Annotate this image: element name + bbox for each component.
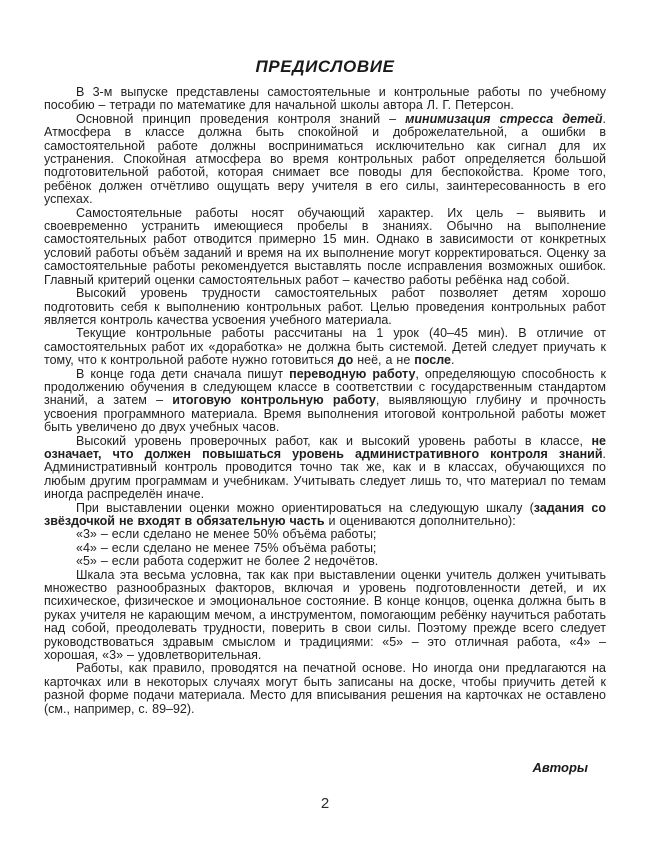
text-run: переводную работу <box>289 366 416 381</box>
text-run: итоговую контрольную работу <box>172 393 376 408</box>
text-run: «4» – если сделано не менее 75% объёма работы; <box>76 540 377 555</box>
paragraph <box>44 327 606 367</box>
text-run: до <box>337 353 354 368</box>
text-run: Высокий уровень трудности самостоятельных работ позволяет детям хорошо подготовить себя к выполнению контрольных работ. Целью проведения контрольных работ является контроль качества усвоения учебного материала. <box>44 286 606 327</box>
text-run: . <box>450 353 455 368</box>
preface-body <box>44 86 606 716</box>
paragraph <box>44 207 606 287</box>
text-run: и оцениваются дополнительно): <box>324 514 516 528</box>
text-run: Текущие контрольные работы рассчитаны на 1 урок (40–45 мин). В отличие от самостоятельных работ их «доработка» не должна быть системой. Детей следует приучать к тому, что к контрольной работе нужно готовиться <box>44 326 606 368</box>
paragraph <box>44 287 606 327</box>
paragraph <box>44 113 606 207</box>
text-run: . Административный контроль проводится точно так же, как и в классах, обучающихся по любым другим программам и учебникам. Учитывать следует лишь то, что материал по темам иногда распределён иначе. <box>44 446 606 502</box>
paragraph <box>44 555 606 568</box>
text-run: При выставлении оценки можно ориентироваться на следующую шкалу ( <box>76 500 534 515</box>
text-run: минимизация стресса детей <box>405 111 603 126</box>
text-run: В конце года дети сначала пишут <box>76 366 290 381</box>
text-run: Шкала эта весьма условна, так как при выставлении оценки учитель должен учитывать множество разнообразных факторов, включая и уровень подготовленности детей, и их психическое, физическое и эмоциональное состояние. В конце концов, оценка должна быть в руках учителя не карающим мечом, а инструментом, помогающим ребёнку научиться работать над собой, преодолевать трудности, поверить в свои силы. Поэтому прежде всего следует руководствоваться здравым смыслом и традициями: «5» – это отличная работа, «4» – хорошая, «3» – удовлетворительная. <box>44 567 606 663</box>
paragraph <box>44 86 606 113</box>
paragraph <box>44 542 606 555</box>
paragraph <box>44 368 606 435</box>
text-run: Работы, как правило, проводятся на печатной основе. Но иногда они предлагаются на карточках или в некоторых случаях могут быть записаны на доске, чтобы приучить детей к разной форме подачи материала. Место для вписывания решения на карточках не оставлено (см., например, с. 89–92). <box>44 661 606 716</box>
text-run: не означает, что должен повышаться уровень административного контроля знаний <box>44 433 606 461</box>
text-run: Самостоятельные работы носят обучающий характер. Их цель – выявить и своевременно устранить имеющиеся пробелы в знаниях. Обычно на выполнение самостоятельных работ отводится примерно 15 мин. Однако в зависимости от конкретных условий работы объём заданий и время на их выполнение могут корректироваться. Оценку за самостоятельные работы рекомендуется выставлять после исправления возможных ошибок. Главный критерий оценки самостоятельных работ – качество работы ребёнка над собой. <box>44 205 606 287</box>
paragraph <box>44 435 606 502</box>
text-run: , выявляющую глубину и прочность усвоения программного материала. Время выполнения итоговой контрольной работы может быть увеличено до двух учебных часов. <box>44 393 606 435</box>
authors-signature: Авторы <box>532 760 588 775</box>
text-run: . Атмосфера в классе должна быть спокойной и доброжелательной, а ошибки в самостоятельной работе должны восприниматься исключительно как сигнал для их устранения. Спокойная атмосфера во время контрольных работ определяется большой подготовительной работой, которая снимает все поводы для беспокойства. Кроме того, ребёнок должен отчётливо ощущать веру учителя в его силы, заинтересованность в его успехах. <box>44 111 606 207</box>
paragraph <box>44 528 606 541</box>
text-run: «5» – если работа содержит не более 2 недочётов. <box>76 554 379 569</box>
paragraph <box>44 662 606 716</box>
text-run: Высокий уровень проверочных работ, как и высокий уровень работы в классе, <box>76 433 592 448</box>
text-run: В 3-м выпуске представлены самостоятельные и контрольные работы по учебному пособию – тетради по математике для начальной школы автора Л. Г. Петерсон. <box>44 85 606 113</box>
page-number: 2 <box>320 795 330 812</box>
page-title: ПРЕДИСЛОВИЕ <box>255 57 395 76</box>
paragraph <box>44 502 606 529</box>
text-run: , определяющую способность к продолжению обучения в следующем классе в соответствии с государственным стандартом знаний, а затем – <box>44 366 606 408</box>
text-run: Основной принцип проведения контроля знаний – <box>76 111 406 126</box>
text-run: «3» – если сделано не менее 50% объёма работы; <box>76 527 377 542</box>
text-run: после <box>414 353 451 368</box>
text-run: неё, а не <box>353 353 415 368</box>
paragraph <box>44 569 606 663</box>
text-run: задания со звёздочкой не входят в обязательную часть <box>44 500 606 528</box>
